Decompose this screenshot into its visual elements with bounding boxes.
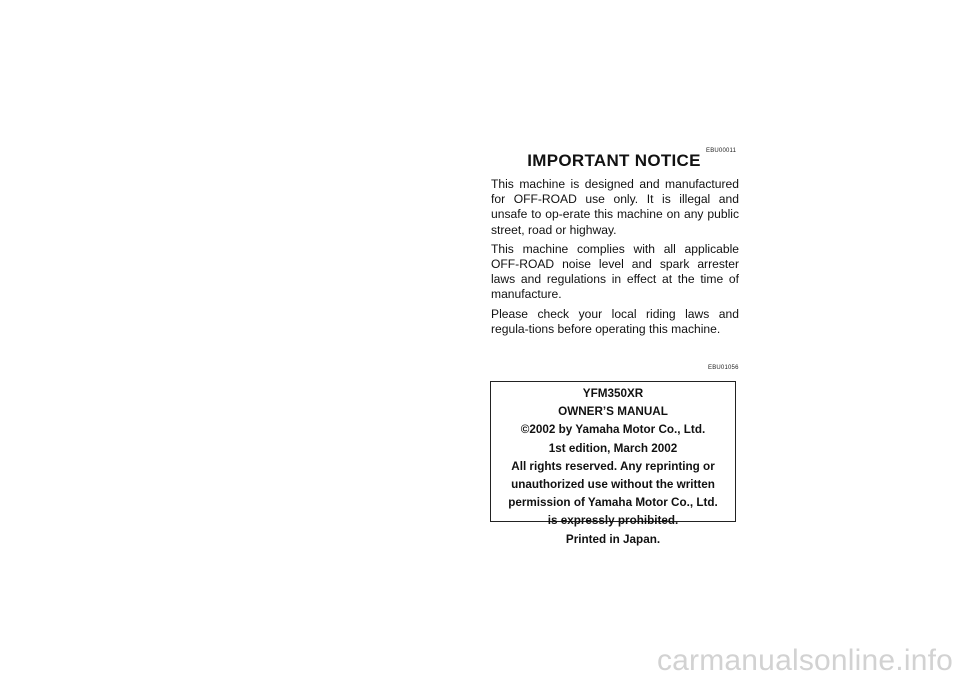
doc-code-top: EBU00011: [706, 148, 737, 154]
notice-body: [491, 177, 739, 341]
doc-code-middle: EBU01056: [708, 365, 739, 371]
copyright-line: ©2002 by Yamaha Motor Co., Ltd.: [520, 423, 706, 437]
page-title: IMPORTANT NOTICE: [527, 151, 701, 170]
rights-line-3: permission of Yamaha Motor Co., Ltd.: [508, 496, 718, 510]
rights-line-2: unauthorized use without the written: [511, 478, 715, 492]
printed-line: Printed in Japan.: [565, 532, 661, 546]
rights-line-1: All rights reserved. Any reprinting or: [511, 459, 715, 473]
manual-title: OWNER’S MANUAL: [558, 405, 668, 419]
notice-paragraph-2: This machine complies with all applicable OFF-ROAD noise level and spark arrester laws and regulations in effect at the time of manufacture.: [491, 241, 739, 302]
model-name: YFM350XR: [582, 387, 644, 400]
edition-line: 1st edition, March 2002: [548, 441, 678, 455]
rights-line-4: is expressly prohibited.: [547, 514, 679, 528]
site-watermark: carmanualsonline.info: [656, 644, 953, 677]
notice-paragraph-1: This machine is designed and manufactured for OFF-ROAD use only. It is illegal and unsafe to op-erate this machine on any public street, road or highway.: [491, 177, 739, 237]
owners-manual-box: [490, 381, 736, 546]
notice-paragraph-3: Please check your local riding laws and regula-tions before operating this machine.: [491, 306, 739, 336]
